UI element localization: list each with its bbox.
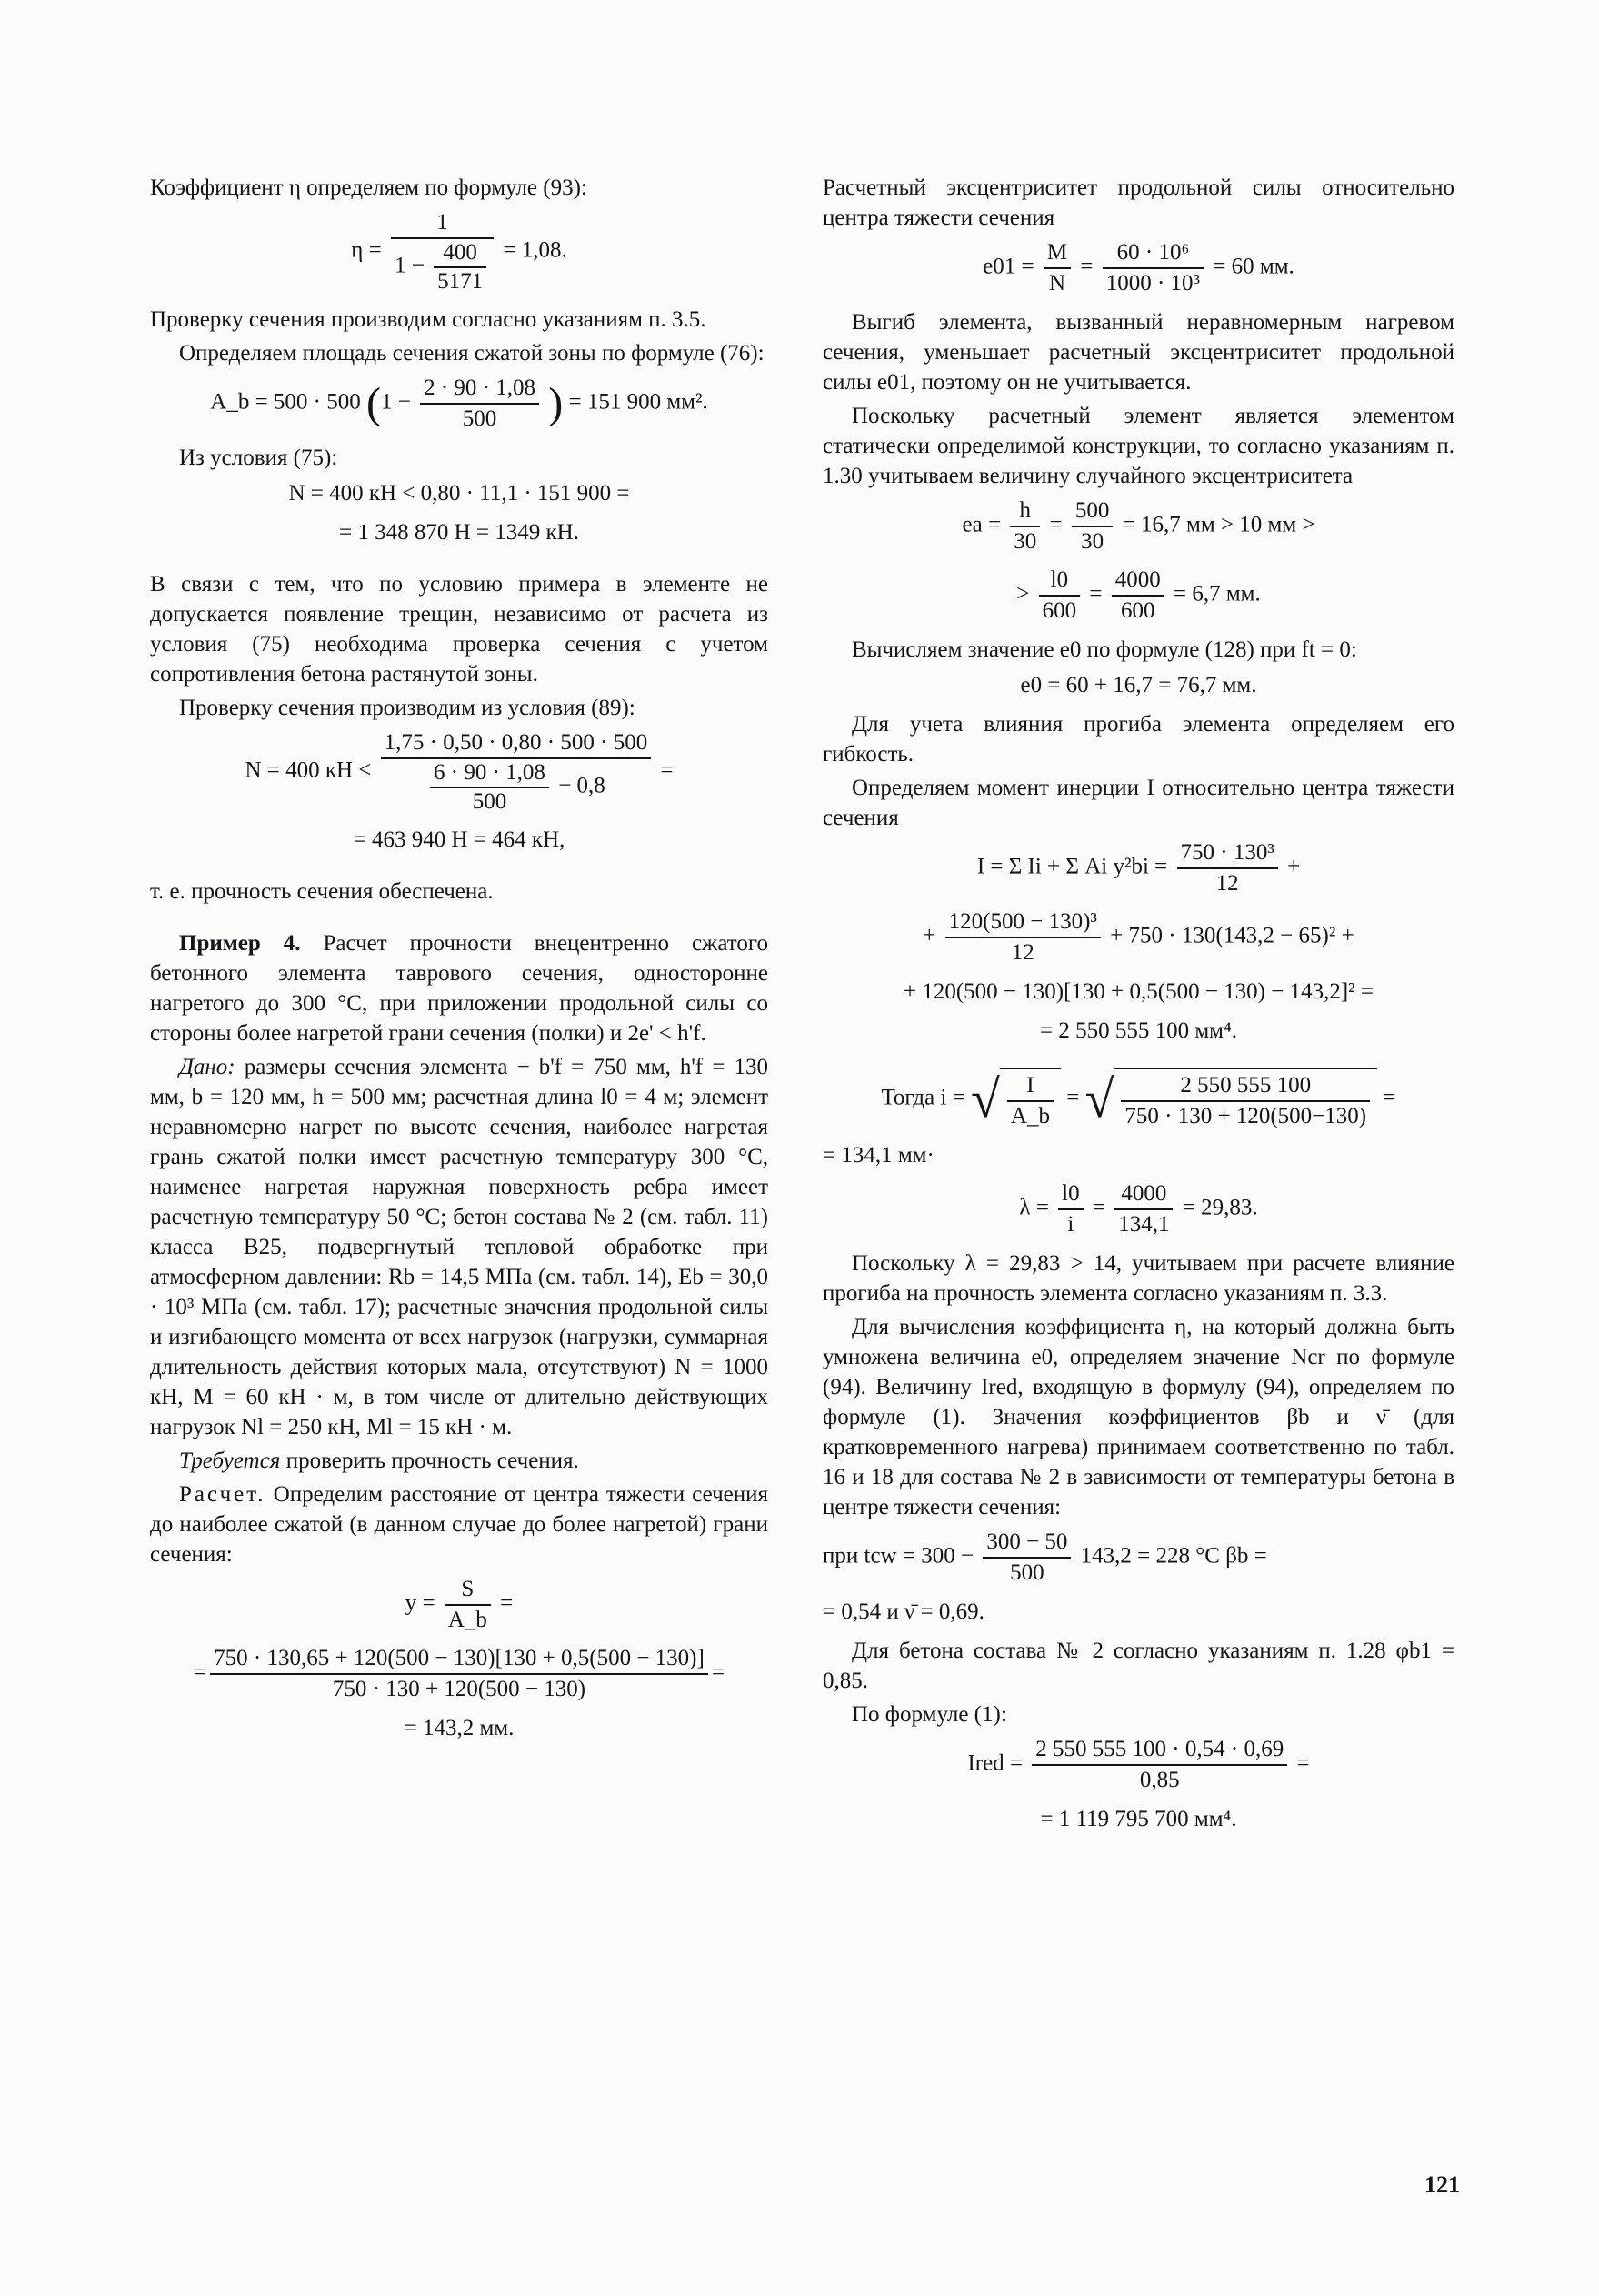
ired-formula: Ired = $\frac{2 550 555 100 \cdot 0,54 \cdot 0,69}{0,85}$ = (967, 1737, 1310, 1792)
n-formula-1: N = 400 кН < 0,80 · 11,1 · 151 900 = (288, 481, 630, 506)
paragraph: Вычисляем значение e0 по формуле (128) при ft = 0: (852, 637, 1357, 662)
tcw-formula: при tcw = 300 − $\frac{300 - 50}{500}$ 143,2 = 228 °С βb = (823, 1529, 1267, 1585)
inertia-formula-3: + 120(500 − 130)[130 + 0,5(500 − 130) − 143,2]² = (903, 979, 1374, 1004)
inertia-formula-2: + $\frac{\text{120(500 − 130)³}}{12}$ + 750 · 130(143,2 − 65)² + (923, 909, 1354, 965)
paragraph: т. е. прочность сечения обеспечена. (150, 879, 494, 904)
paragraph: В связи с тем, что по условию примера в элементе не допускается появление трещин, независимо от расчета из условия (75) необходима проверка сечения с учетом сопротивления бетона растянутой зоны. (150, 572, 768, 687)
paragraph: Для бетона состава № 2 согласно указаниям п. 1.28 φb1 = 0,85. (823, 1639, 1454, 1693)
e01-formula: e01 = $\frac{M}{N}$ = $\frac{\text{60 · 10⁶}}{\text{1000 · 10³}}$ = 60 мм. (983, 240, 1294, 296)
ea-formula: ea = $\frac{h}{30}$ = $\frac{500}{30}$ = 16,7 мм > 10 мм > (962, 498, 1315, 554)
given-data: Дано: размеры сечения элемента − b'f = 750 мм, h'f = 130 мм, b = 120 мм, h = 500 мм; расчетная длина l0 = 4 м; элемент неравномерно нагрет по высоте сечения, наиболее нагретая грань сжатой полки имеет расчетную температуру 300 °С, наименее нагретая наружная поверхность ребра имеет расчетную температуру 50 °С; бетон состава № 2 (см. табл. 11) класса В25, подвергнутый тепловой обработке при атмосферном давлении: Rb = 14,5 МПа (см. табл. 14), Eb = 30,0 · 10³ МПа (см. табл. 17); расчетные значения продольной силы и изгибающего момента от всех нагрузок (нагрузки, суммарная длительность действия которых мала, отсутствуют) N = 1000 кН, M = 60 кН · м, в том числе от длительно действующих нагрузок Nl = 250 кН, Ml = 15 кН · м. (150, 1055, 769, 1439)
paragraph: По формуле (1): (852, 1702, 1007, 1727)
n-formula-2: = 1 348 870 Н = 1349 кН. (339, 520, 579, 545)
lambda-formula: λ = $\frac{l0}{i}$ = $\frac{4000}{134,1}$ = 29,83. (1019, 1181, 1258, 1237)
paragraph: Расчетный эксцентриситет продольной силы относительно центра тяжести сечения (823, 175, 1454, 230)
y-formula: y = $\frac{S}{A\_b}$ = (405, 1577, 514, 1632)
ab-formula: A_b = 500 · 500 (1 − $\frac{2 \cdot 90 \cdot 1,08}{500}$ ) = 151 900 мм². (210, 376, 708, 431)
inertia-formula: I = Σ Ii + Σ Ai y²bi = $\frac{\text{750 · 130³}}{12}$ + (976, 840, 1301, 896)
paragraph: Выгиб элемента, вызванный неравномерным нагревом сечения, уменьшает расчетный эксцентриситет продольной силы e01, поэтому он не учитывается. (823, 310, 1454, 395)
paragraph: Проверку сечения производим из условия (89): (179, 696, 635, 720)
formula-89-result: = 463 940 Н = 464 кН, (353, 827, 565, 852)
required: Требуется проверить прочность сечения. (179, 1449, 579, 1473)
eta-intro: Коэффициент η определяем по формуле (93): (150, 175, 587, 200)
paragraph: Из условия (75): (179, 446, 338, 470)
calculation-intro: Расчет. Определим расстояние от центра тяжести сечения до наиболее сжатой (в данном случае до более нагретой) грани сечения: (150, 1482, 768, 1567)
paragraph: Для вычисления коэффициента η, на который должна быть умножена величина e0, определяем значение Ncr по формуле (94). Величину Ired, входящую в формулу (94), определяем по формуле (1). Значения коэффициентов βb и ν̄ (для кратковременного нагрева) принимаем соответственно по табл. 16 и 18 для состава № 2 в зависимости от температуры бетона в центре тяжести сечения: (823, 1315, 1454, 1519)
paragraph: Поскольку λ = 29,83 > 14, учитываем при расчете влияние прогиба на прочность элемента согласно указаниям п. 3.3. (823, 1251, 1454, 1306)
radius-result: = 134,1 мм· (823, 1143, 934, 1168)
inertia-result: = 2 550 555 100 мм⁴. (1040, 1018, 1237, 1043)
paragraph: Определяем площадь сечения сжатой зоны по формуле (76): (179, 341, 765, 366)
eta-formula: η = 1 1 − $\frac{400}{5171}$ = 1,08. (351, 210, 567, 294)
left-column (150, 173, 768, 1752)
ired-result: = 1 119 795 700 мм⁴. (1040, 1807, 1237, 1831)
right-column (823, 173, 1454, 1843)
e0-formula: e0 = 60 + 16,7 = 76,7 мм. (1020, 673, 1257, 697)
paragraph: Определяем момент инерции I относительно центра тяжести сечения (823, 776, 1454, 830)
page-number: 121 (1424, 2171, 1460, 2198)
y-formula-2: = $\frac{750 \cdot 130,65 + 120(500 - 130)[130 + 0,5(500 - 130)]}{750 \cdot 130 + 120(500 - 130)}$ = (194, 1646, 725, 1701)
y-result: = 143,2 мм. (404, 1716, 515, 1740)
paragraph: Проверку сечения производим согласно указаниям п. 3.5. (150, 307, 706, 332)
paragraph: Для учета влияния прогиба элемента определяем его гибкость. (823, 712, 1454, 767)
ea-formula-2: > $\frac{l0}{600}$ = $\frac{4000}{600}$ = 6,7 мм. (1016, 567, 1261, 623)
paragraph: Поскольку расчетный элемент является элементом статически определимой конструкции, то согласно указаниям п. 1.30 учитываем величину случайного эксцентриситета (823, 404, 1454, 488)
example-4: Пример 4. Расчет прочности внецентренно сжатого бетонного элемента таврового сечения, односторонне нагретого до 300 °С, при приложении продольной силы со стороны более нагретой грани сечения (полки) и 2e' < h'f. (150, 931, 768, 1046)
formula-89: N = 400 кН < 1,75 · 0,50 · 0,80 · 500 · 500 $\frac{6 \cdot 90 \cdot 1,08}{500}$ − 0,8 = (245, 730, 674, 814)
radius-formula: Тогда i = √ $\frac{I}{A\_b}$ = √ $\frac{2 550 555 100}{750 \cdot 130 + 120(500-130)}$ = (823, 1068, 1454, 1131)
tcw-result: = 0,54 и ν̄ = 0,69. (823, 1599, 984, 1624)
